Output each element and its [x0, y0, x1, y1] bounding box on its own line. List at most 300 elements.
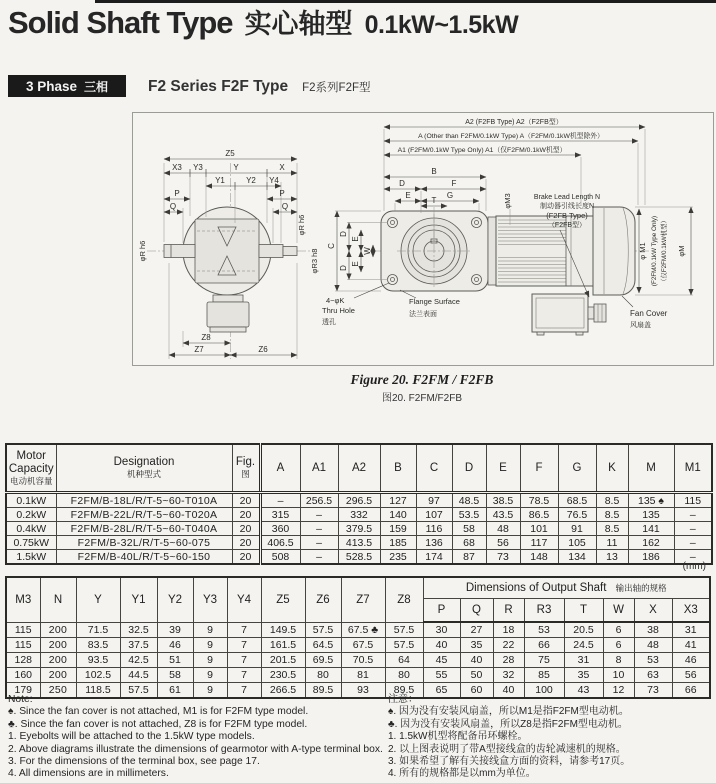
col-header-designation-en: Designation [113, 456, 175, 468]
table-cell: 81 [341, 668, 385, 683]
table-cell: 20 [232, 536, 260, 550]
note-line: ♠. 因为没有安装风扇盖，所以M1是指F2FM型电动机。 [388, 706, 629, 718]
table-cell: 73 [486, 550, 520, 565]
col-header-y: Y [76, 577, 120, 622]
col-header-z7: Z7 [341, 577, 385, 622]
notes-chinese [388, 694, 630, 781]
note-line: 1. 1.5kW机型将配备吊环螺栓。 [388, 731, 528, 743]
dim-label-q-right: Q [281, 202, 289, 211]
table-cell: – [300, 522, 338, 536]
table-cell: 37.5 [120, 638, 157, 653]
table-cell: 44.5 [120, 668, 157, 683]
callout-4-phi-k: 4−φK [326, 296, 345, 305]
table-cell: 97 [416, 493, 452, 508]
col-header-a: A [260, 444, 300, 493]
table-cell: 179 [6, 683, 40, 699]
table-cell: 9 [193, 683, 227, 699]
table-cell: 6 [603, 638, 634, 653]
callout-brake-type-en: (F2FB Type) [546, 211, 588, 220]
callout-brake-lead-cn: 制动器引线长度N [539, 203, 595, 210]
table-cell: 117 [520, 536, 558, 550]
table-cell: 87 [452, 550, 486, 565]
table-cell: 13 [596, 550, 628, 565]
callout-brake-type-cn: （F2FB型） [547, 222, 587, 229]
callout-fan-cover-en: Fan Cover [630, 309, 668, 318]
terminal-box-foot [576, 332, 583, 335]
table-cell: 200 [40, 638, 76, 653]
dim-label-z5: Z5 [225, 149, 235, 158]
table2-header-row-1 [6, 577, 710, 599]
table-cell: 63 [634, 668, 672, 683]
table-cell: 91 [558, 522, 596, 536]
output-shaft-left [164, 245, 195, 258]
table-cell: 159 [380, 522, 416, 536]
table-cell: F2FM/B-32L/R/T-5~60-075 [56, 536, 232, 550]
table-cell: 24.5 [564, 638, 603, 653]
table-cell: 57.5 [305, 622, 341, 638]
figure-caption-en: Figure 20. F2FM / F2FB [350, 372, 494, 387]
col-header-y4: Y4 [227, 577, 261, 622]
table-cell: 32 [493, 668, 524, 683]
table-cell: 7 [227, 668, 261, 683]
table-cell: 27 [460, 622, 493, 638]
table-cell: 315 [260, 508, 300, 522]
dim-label-t: T [431, 196, 437, 205]
table-cell: 31 [564, 653, 603, 668]
table-cell: 0.4kW [6, 522, 56, 536]
table-cell: 162 [628, 536, 674, 550]
col-header-motor-capacity-en: Motor Capacity [8, 449, 54, 475]
fan-cover-drum [593, 207, 635, 295]
table-cell: – [674, 522, 712, 536]
output-shaft-right-end [283, 247, 297, 256]
table-cell: 0.2kW [6, 508, 56, 522]
table-cell: 256.5 [300, 493, 338, 508]
table-cell: 38 [634, 622, 672, 638]
table-cell: 101 [520, 522, 558, 536]
table-cell: 105 [558, 536, 596, 550]
col-header-w: W [603, 599, 634, 623]
table-cell: 28 [493, 653, 524, 668]
terminal-box [532, 294, 588, 332]
table-cell: – [300, 536, 338, 550]
table-cell: 89.5 [385, 683, 423, 699]
dim-label-g: G [446, 191, 454, 200]
col-header-t: T [564, 599, 603, 623]
col-header-m: M [628, 444, 674, 493]
dim-label-x3: X3 [172, 163, 182, 172]
table-cell: F2FM/B-40L/R/T-5~60-150 [56, 550, 232, 565]
table-cell: 51 [157, 653, 193, 668]
col-header-a1: A1 [300, 444, 338, 493]
dim-label-z7: Z7 [194, 345, 204, 354]
bottom-lip [210, 327, 246, 332]
table-cell: 48.5 [452, 493, 486, 508]
table-row [6, 653, 710, 668]
table-cell: 55 [423, 668, 460, 683]
table-cell: – [260, 493, 300, 508]
table-cell: 43.5 [486, 508, 520, 522]
dim-label-phi-m1: φ M1 [638, 242, 647, 260]
note-line: 4. All dimensions are in millimeters. [8, 768, 169, 780]
col-header-e: E [486, 444, 520, 493]
table-cell: F2FM/B-28L/R/T-5~60-T040A [56, 522, 232, 536]
table-cell: 68.5 [558, 493, 596, 508]
dimension-table-2 [5, 576, 711, 699]
table-cell: 161.5 [261, 638, 305, 653]
table-cell: 250 [40, 683, 76, 699]
note-line: 4. 所有的规格都是以mm为单位。 [388, 768, 536, 780]
table-cell: 8 [603, 653, 634, 668]
col-header-y3: Y3 [193, 577, 227, 622]
table-cell: 20.5 [564, 622, 603, 638]
table-cell: 20 [232, 493, 260, 508]
table-cell: 80 [305, 668, 341, 683]
table-cell: 266.5 [261, 683, 305, 699]
table-cell: 406.5 [260, 536, 300, 550]
col-header-p: P [423, 599, 460, 623]
dim-label-f: F [451, 179, 457, 188]
table-cell: 379.5 [338, 522, 380, 536]
table-cell: 45 [423, 653, 460, 668]
dimension-table-1 [5, 443, 713, 565]
table-cell: 127 [380, 493, 416, 508]
table-cell: 78.5 [520, 493, 558, 508]
col-header-fig [232, 444, 260, 493]
table-cell: 69.5 [305, 653, 341, 668]
table-cell: 43 [564, 683, 603, 699]
table-cell: 22 [493, 638, 524, 653]
series-heading-en: F2 Series F2F Type [148, 78, 289, 95]
note-line: 2. Above diagrams illustrate the dimensions of gearmotor with A-type terminal box. [8, 743, 383, 755]
table-cell: 38.5 [486, 493, 520, 508]
note-line: ♠. Since the fan cover is not attached, M1 is for F2FM type model. [8, 706, 309, 718]
dim-label-m1-note-en: (F2FM/0.1kW Type Only) [651, 215, 658, 287]
dim-label-d-top: D [399, 179, 405, 188]
table-cell: 8.5 [596, 522, 628, 536]
table-cell: 20 [232, 508, 260, 522]
table-cell: 200 [40, 622, 76, 638]
table-cell: 58 [157, 668, 193, 683]
table-cell: 20 [232, 522, 260, 536]
table-cell: 141 [628, 522, 674, 536]
table-cell: 115 [6, 622, 40, 638]
leader-line [354, 283, 389, 298]
terminal-box-foot [537, 332, 544, 335]
table-row [6, 522, 712, 536]
table-cell: 508 [260, 550, 300, 565]
table-cell: 7 [227, 653, 261, 668]
table-cell: F2FM/B-22L/R/T-5~60-T020A [56, 508, 232, 522]
dim-label-q-left: Q [169, 202, 177, 211]
table-cell: 135 [628, 508, 674, 522]
table-cell: 93 [341, 683, 385, 699]
table-cell: 186 [628, 550, 674, 565]
notes-chinese-title: 注意： [388, 694, 418, 705]
col-header-x: X [634, 599, 672, 623]
table-row [6, 508, 712, 522]
col-header-z5: Z5 [261, 577, 305, 622]
table-cell: 200 [40, 653, 76, 668]
units-label: (mm) [682, 561, 706, 572]
series-heading-cn: F2系列F2F型 [302, 82, 371, 94]
dimension-table-2-wrap [5, 576, 711, 699]
table-cell: 70.5 [341, 653, 385, 668]
table-cell: 18 [493, 622, 524, 638]
table-cell: 235 [380, 550, 416, 565]
table-cell: F2FM/B-18L/R/T-5~60-T010A [56, 493, 232, 508]
table-cell: 134 [558, 550, 596, 565]
table-cell: 61 [157, 683, 193, 699]
table-cell: 9 [193, 668, 227, 683]
table-cell: – [300, 550, 338, 565]
table-cell: 53.5 [452, 508, 486, 522]
cable-gland [594, 304, 606, 322]
table2-body [6, 622, 710, 698]
table-cell: 64.5 [305, 638, 341, 653]
dim-label-c: C [327, 243, 336, 249]
dim-label-b: B [431, 167, 437, 176]
table-cell: 1.5kW [6, 550, 56, 565]
dim-label-z8: Z8 [201, 333, 211, 342]
notes-chinese-list [388, 706, 630, 780]
col-header-motor-capacity-cn: 电动机容量 [9, 475, 53, 486]
table-cell: 0.75kW [6, 536, 56, 550]
dim-label-d-lower: D [339, 265, 348, 271]
table-cell: 296.5 [338, 493, 380, 508]
table-cell: 76.5 [558, 508, 596, 522]
table-cell: 30 [423, 622, 460, 638]
table-cell: 10 [603, 668, 634, 683]
callout-fan-cover-cn: 风扇盖 [630, 322, 651, 329]
table-cell: – [300, 508, 338, 522]
dim-label-z6: Z6 [258, 345, 268, 354]
table-cell: 75 [524, 653, 564, 668]
dim-label-phi-m: φM [677, 245, 686, 257]
col-header-r3: R3 [524, 599, 564, 623]
table-cell: 31 [672, 622, 710, 638]
figure-caption-cn: 图20. F2FM/F2FB [381, 393, 462, 404]
table-cell: 128 [6, 653, 40, 668]
col-header-r: R [493, 599, 524, 623]
table-cell: 93.5 [76, 653, 120, 668]
table-cell: 71.5 [76, 622, 120, 638]
table-cell: 53 [524, 622, 564, 638]
dimension-table-1-wrap [5, 443, 713, 565]
note-line: ♣. 因为没有安装风扇盖，所以Z8是指F2FM型电动机。 [388, 718, 628, 730]
table-cell: 35 [460, 638, 493, 653]
table-cell: 7 [227, 683, 261, 699]
table-cell: 0.1kW [6, 493, 56, 508]
col-header-c: C [416, 444, 452, 493]
col-group-output-shaft [423, 577, 710, 599]
col-header-k: K [596, 444, 628, 493]
table-cell: 39 [157, 622, 193, 638]
table-row [6, 668, 710, 683]
note-line: ♣. Since the fan cover is not attached, Z8 is for F2FM type model. [8, 718, 308, 730]
figure-20-diagram [132, 112, 714, 366]
dim-label-e-lower: E [351, 261, 360, 267]
table-cell: 115 [6, 638, 40, 653]
phase-badge [8, 75, 126, 97]
col-header-m1: M1 [674, 444, 712, 493]
table-cell: 86.5 [520, 508, 558, 522]
table-cell: 85 [524, 668, 564, 683]
phase-badge-en: 3 Phase [25, 78, 78, 94]
dim-label-y: Y [233, 163, 239, 172]
dim-label-y4: Y4 [269, 176, 279, 185]
table1-body [6, 493, 712, 565]
col-header-z6: Z6 [305, 577, 341, 622]
col-header-g: G [558, 444, 596, 493]
col-header-fig-cn: 图 [241, 469, 250, 479]
table-cell: 35 [564, 668, 603, 683]
table-cell: 41 [672, 638, 710, 653]
table-cell: 9 [193, 653, 227, 668]
table-cell: 46 [157, 638, 193, 653]
table-cell: 73 [634, 683, 672, 699]
callout-thru-hole-cn: 透孔 [322, 319, 336, 326]
callout-flange-surface-cn: 法兰表面 [409, 311, 437, 318]
table-cell: – [674, 536, 712, 550]
notes-english-title: Note: [8, 694, 33, 705]
table-cell: 7 [227, 638, 261, 653]
page-title-en: Solid Shaft Type [8, 5, 233, 40]
table-cell: 528.5 [338, 550, 380, 565]
table-cell: 115 [674, 493, 712, 508]
table-cell: 68 [452, 536, 486, 550]
table-cell: 67.5 [341, 638, 385, 653]
table-cell: 60 [460, 683, 493, 699]
table-cell: 149.5 [261, 622, 305, 638]
table-cell: 100 [524, 683, 564, 699]
dim-label-e-top: E [405, 191, 411, 200]
dim-label-a1: A1 (F2FM/0.1kW Type Only) A1（仅F2FM/0.1kW机型） [397, 147, 567, 154]
note-line: 3. For the dimensions of the terminal box, see page 17. [8, 756, 260, 768]
figure-caption [132, 372, 712, 404]
col-header-d: D [452, 444, 486, 493]
notes-english [8, 694, 383, 781]
note-line: 3. 如果希望了解有关接线盒方面的资料，请参考17页。 [388, 756, 631, 768]
col-group-output-shaft-cn: 输出轴的规格 [615, 583, 667, 593]
dim-label-w: W [363, 247, 372, 255]
table-cell: – [674, 550, 712, 565]
page-title-cn: 实心轴型 [244, 9, 353, 39]
table-cell: 80 [385, 668, 423, 683]
motor-adapter [488, 217, 496, 285]
page-title [8, 2, 518, 41]
table-cell: 58 [452, 522, 486, 536]
table-cell: 11 [596, 536, 628, 550]
phase-badge-cn: 三相 [84, 79, 109, 94]
table-cell: 148 [520, 550, 558, 565]
table-cell: 185 [380, 536, 416, 550]
callout-brake-lead-en: Brake Lead Length N [533, 194, 601, 201]
dim-label-phi-r3-h8: φR3 h8 [310, 248, 319, 274]
col-header-motor-capacity [6, 444, 56, 493]
output-shaft-right [259, 245, 283, 258]
table-cell: 89.5 [305, 683, 341, 699]
table-cell: 174 [416, 550, 452, 565]
table-cell: 57.5 [120, 683, 157, 699]
table-cell: 67.5 ♣ [341, 622, 385, 638]
col-header-y1: Y1 [120, 577, 157, 622]
col-header-x3: X3 [672, 599, 710, 623]
page-title-power-range: 0.1kW~1.5kW [364, 11, 519, 39]
series-heading [148, 78, 371, 96]
dim-label-a: A (Other than F2FM/0.1kW Type) A（F2FM/0.1kW机型除外） [418, 133, 604, 140]
dim-label-y1: Y1 [215, 176, 225, 185]
col-header-b: B [380, 444, 416, 493]
table-cell: 83.5 [76, 638, 120, 653]
callout-flange-surface-en: Flange Surface [409, 297, 460, 306]
dim-label-phi-r-h6-left: φR h6 [138, 240, 147, 262]
gear-case [195, 219, 259, 283]
note-line: 1. Eyebolts will be attached to the 1.5kW type models. [8, 731, 255, 743]
col-header-n: N [40, 577, 76, 622]
table-cell: 40 [493, 683, 524, 699]
table-cell: 160 [6, 668, 40, 683]
col-header-fig-en: Fig. [235, 456, 256, 468]
bottom-housing [207, 302, 249, 327]
dim-label-e-upper: E [351, 236, 360, 242]
table-cell: 50 [460, 668, 493, 683]
dim-label-x: X [279, 163, 285, 172]
table-cell: 66 [672, 683, 710, 699]
dim-label-d-upper: D [339, 231, 348, 237]
col-header-f: F [520, 444, 558, 493]
table-cell: 135 ♠ [628, 493, 674, 508]
table-cell: 140 [380, 508, 416, 522]
table-cell: 107 [416, 508, 452, 522]
table-cell: 9 [193, 638, 227, 653]
col-header-designation-cn: 机种型式 [126, 469, 161, 479]
dim-label-a2: A2 (F2FB Type) A2（F2FB型） [465, 119, 563, 126]
table-cell: 66 [524, 638, 564, 653]
table-cell: 102.5 [76, 668, 120, 683]
table-cell: 56 [486, 536, 520, 550]
table-cell: 57.5 [385, 622, 423, 638]
cable-gland-neck [588, 307, 594, 319]
table-cell: 8.5 [596, 493, 628, 508]
gearmotor-dimension-drawing [133, 113, 713, 365]
table-cell: 118.5 [76, 683, 120, 699]
table-cell: 136 [416, 536, 452, 550]
table-cell: 7 [227, 622, 261, 638]
col-header-a2: A2 [338, 444, 380, 493]
dim-label-phi-r-h6-right: φR h6 [297, 214, 306, 236]
col-header-z8: Z8 [385, 577, 423, 622]
dim-label-m1-note-cn: （仅F2FM/0.1kW机型） [661, 217, 668, 285]
table-row [6, 622, 710, 638]
table-cell: 413.5 [338, 536, 380, 550]
table-row [6, 493, 712, 508]
bottom-neck [213, 295, 243, 302]
table-cell: 40 [423, 638, 460, 653]
col-header-m3: M3 [6, 577, 40, 622]
table-cell: 20 [232, 550, 260, 565]
note-line: 2. 以上图表说明了带A型接线盒的齿轮减速机的规格。 [388, 743, 626, 755]
table-cell: 42.5 [120, 653, 157, 668]
table-cell: 230.5 [261, 668, 305, 683]
table-cell: 48 [634, 638, 672, 653]
table-cell: 40 [460, 653, 493, 668]
dim-label-y3: Y3 [193, 163, 203, 172]
table-row [6, 638, 710, 653]
table-cell: 32.5 [120, 622, 157, 638]
table-cell: 116 [416, 522, 452, 536]
table-cell: 332 [338, 508, 380, 522]
